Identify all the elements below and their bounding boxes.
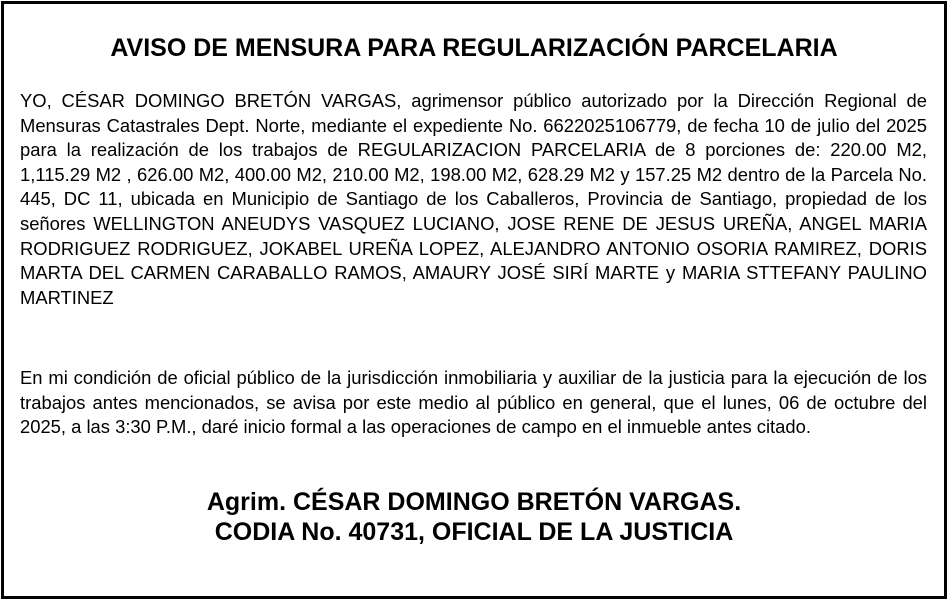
signature-codia: CODIA No. 40731, OFICIAL DE LA JUSTICIA xyxy=(214,518,734,546)
notice-frame xyxy=(1,1,947,599)
signature-name: Agrim. CÉSAR DOMINGO BRETÓN VARGAS. xyxy=(206,488,742,516)
notice-paragraph-intro: YO, CÉSAR DOMINGO BRETÓN VARGAS, agrimensor público autorizado por la Dirección Regional de Mensuras Catastrales Dept. Norte, mediante el expediente No. 6622025106779, de fecha 10 de julio del 2025 para la realización de los trabajos de REGULARIZACION PARCELARIA de 8 porciones de: 220.00 M2, 1,115.29 M2 , 626.00 M2, 400.00 M2, 210.00 M2, 198.00 M2, 628.29 M2 y 157.25 M2 dentro de la Parcela No. 445, DC 11, ubicada en Municipio de Santiago de los Caballeros, Provincia de Santiago, propiedad de los señores WELLINGTON ANEUDYS VASQUEZ LUCIANO, JOSE RENE DE JESUS UREÑA, ANGEL MARIA RODRIGUEZ RODRIGUEZ, JOKABEL UREÑA LOPEZ, ALEJANDRO ANTONIO OSORIA RAMIREZ, DORIS MARTA DEL CARMEN CARABALLO RAMOS, AMAURY JOSÉ SIRÍ MARTE y MARIA STTEFANY PAULINO MARTINEZ xyxy=(20,90,927,308)
notice-title: AVISO DE MENSURA PARA REGULARIZACIÓN PARCELARIA xyxy=(110,34,838,62)
notice-paragraph-schedule: En mi condición de oficial público de la jurisdicción inmobiliaria y auxiliar de la justicia para la ejecución de los trabajos antes mencionados, se avisa por este medio al público en general, que el lunes, 06 de octubre del 2025, a las 3:30 P.M., daré inicio formal a las operaciones de campo en el inmueble antes citado. xyxy=(20,367,927,438)
